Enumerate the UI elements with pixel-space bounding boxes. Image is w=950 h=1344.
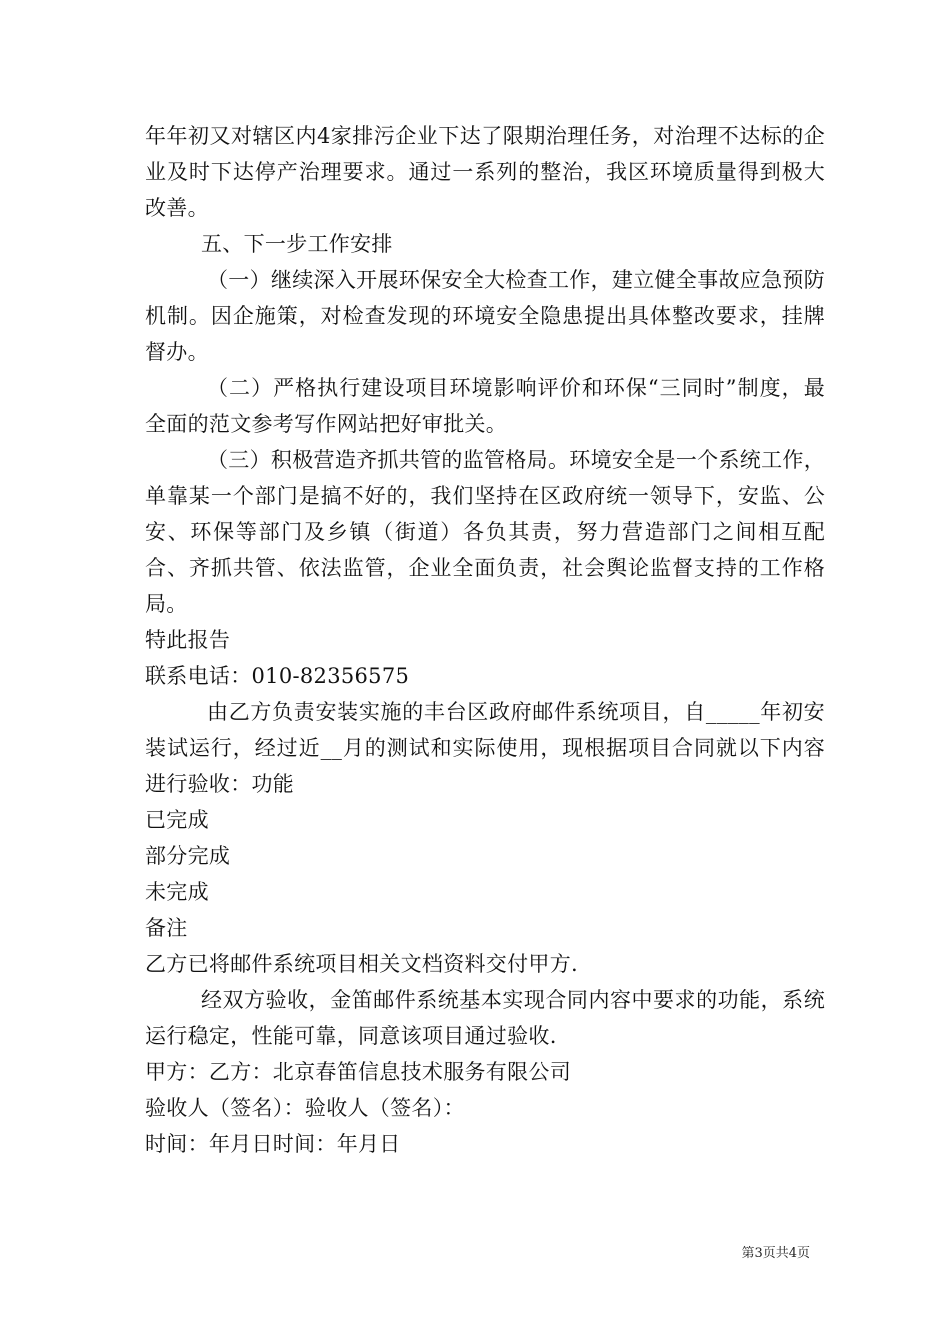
contact-phone: 联系电话：010-82356575 — [145, 664, 410, 688]
signature-line: 验收人（签名）：验收人（签名）： — [145, 1096, 465, 1120]
status-incomplete: 未完成 — [145, 880, 209, 904]
paragraph-item-3: （三）积极营造齐抓共管的监管格局。环境安全是一个系统工作，单靠某一个部门是搞不好的，我们坚持在区政府统一领导下，安监、公安、环保等部门及乡镇（街道）各负其责，努力营造部门之间相互配合、齐抓共管、依法监管，企业全面负责，社会舆论监督支持的工作格局。 — [145, 448, 825, 616]
report-closing: 特此报告 — [145, 628, 231, 652]
documents-delivered: 乙方已将邮件系统项目相关文档资料交付甲方. — [145, 952, 578, 976]
status-completed: 已完成 — [145, 808, 209, 832]
acceptance-conclusion: 经双方验收，金笛邮件系统基本实现合同内容中要求的功能，系统运行稳定，性能可靠，同意该项目通过验收. — [145, 988, 825, 1048]
section-heading: 五、下一步工作安排 — [201, 232, 393, 256]
paragraph-continuation: 年年初又对辖区内4家排污企业下达了限期治理任务，对治理不达标的企业及时下达停产治理要求。通过一系列的整治，我区环境质量得到极大改善。 — [145, 124, 825, 220]
document-body — [145, 118, 825, 1162]
remarks-label: 备注 — [145, 916, 188, 940]
status-partial: 部分完成 — [145, 844, 231, 868]
parties-line: 甲方：乙方：北京春笛信息技术服务有限公司 — [145, 1060, 571, 1084]
date-line: 时间：年月日时间：年月日 — [145, 1132, 401, 1156]
page-number: 第3页共4页 — [741, 1246, 810, 1261]
paragraph-item-1: （一）继续深入开展环保安全大检查工作，建立健全事故应急预防机制。因企施策，对检查发现的环境安全隐患提出具体整改要求，挂牌督办。 — [145, 268, 825, 364]
paragraph-item-2: （二）严格执行建设项目环境影响评价和环保“三同时”制度，最全面的范文参考写作网站把好审批关。 — [145, 376, 825, 436]
acceptance-intro: 由乙方负责安装实施的丰台区政府邮件系统项目，自_____年初安装试运行，经过近__月的测试和实际使用，现根据项目合同就以下内容进行验收：功能 — [145, 700, 825, 796]
